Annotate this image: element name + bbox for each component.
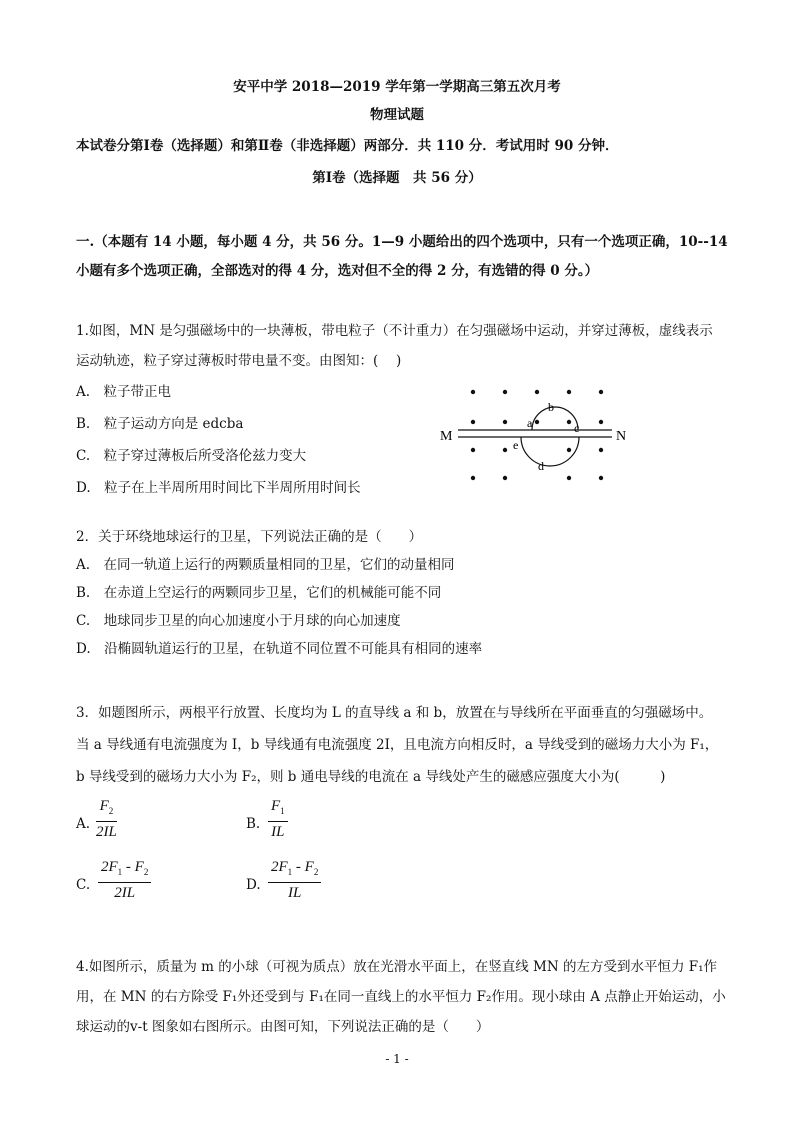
q3-option-d-label: D. xyxy=(246,877,261,893)
q3-c-denominator: 2IL xyxy=(114,885,136,901)
q3-a-fraction-bar xyxy=(96,821,117,822)
q1-option-b: B. 粒子运动方向是 edcba xyxy=(76,416,244,432)
label-m: M xyxy=(440,429,453,444)
label-n: N xyxy=(616,429,627,444)
q3-d-num-part2: - F xyxy=(292,859,314,875)
q3-option-c-fraction xyxy=(98,858,151,902)
q3-a-denominator: 2IL xyxy=(96,824,117,840)
q1-option-c: C. 粒子穿过薄板后所受洛伦兹力变大 xyxy=(76,448,307,464)
section1-instructions-line2: 小题有多个选项正确，全部选对的得 4 分，选对但不全的得 2 分，有选错的得 0 分。） xyxy=(76,263,599,279)
q3-c-numerator xyxy=(98,858,151,881)
q3-d-num-sub1: 1 xyxy=(287,867,293,877)
label-c: c xyxy=(574,421,580,435)
q4-stem-line2: 用，在 MN 的右方除受 F₁外还受到与 F₁在同一直线上的水平恒力 F₂作用。现小球由 A 点静止开始运动，小 xyxy=(76,989,726,1005)
exam-title: 安平中学 2018—2019 学年第一学期高三第五次月考 xyxy=(233,79,561,95)
q3-option-b-label: B. xyxy=(246,816,261,832)
q1-option-a: A. 粒子带正电 xyxy=(76,384,172,400)
q3-c-num-part1: 2F xyxy=(101,859,118,875)
q3-c-fraction-bar xyxy=(98,882,151,883)
q3-a-num-sub: 2 xyxy=(108,806,114,816)
q3-b-denominator: IL xyxy=(271,824,285,840)
q3-option-c-label: C. xyxy=(76,877,91,893)
subject-title: 物理试题 xyxy=(370,107,424,123)
q3-b-num-text: F xyxy=(271,798,281,814)
part1-heading: 第Ⅰ卷（选择题 共 56 分） xyxy=(312,170,482,186)
exam-intro: 本试卷分第Ⅰ卷（选择题）和第Ⅱ卷（非选择题）两部分．共 110 分．考试用时 90 分钟． xyxy=(76,138,619,154)
q3-b-fraction-bar xyxy=(268,821,288,822)
label-d: d xyxy=(538,459,544,473)
q3-stem-line2: 当 a 导线通有电流强度为 I，b 导线通有电流强度 2I，且电流方向相反时，a 导线受到的磁场力大小为 F₁， xyxy=(76,737,719,753)
label-e: e xyxy=(513,438,519,452)
q1-stem-line1: 1.如图，MN 是匀强磁场中的一块薄板，带电粒子（不计重力）在匀强磁场中运动，并穿过薄板，虚线表示 xyxy=(76,323,713,339)
q3-a-numerator xyxy=(96,797,117,820)
q1-magnetic-field-figure xyxy=(430,380,640,500)
q2-option-b: B. 在赤道上空运行的两颗同步卫星，它们的机械能可能不同 xyxy=(76,585,442,601)
q2-option-d: D. 沿椭圆轨道运行的卫星，在轨道不同位置不可能具有相同的速率 xyxy=(76,641,483,657)
q3-d-denominator: IL xyxy=(288,885,302,901)
q3-c-num-sub2: 2 xyxy=(143,867,149,877)
q3-stem-line3: b 导线受到的磁场力大小为 F₂，则 b 通电导线的电流在 a 导线处产生的磁感应强度大小为( ) xyxy=(76,769,666,785)
q3-option-b-fraction xyxy=(268,797,288,841)
q3-b-numerator xyxy=(268,797,288,820)
q4-stem-line1: 4.如图所示，质量为 m 的小球（可视为质点）放在光滑水平面上，在竖直线 MN 的左方受到水平恒力 F₁作 xyxy=(76,959,718,975)
q3-option-a-fraction xyxy=(96,797,117,841)
section1-instructions-line1: 一.（本题有 14 小题，每小题 4 分，共 56 分。1—9 小题给出的四个选项中，只有一个选项正确，10--14 xyxy=(76,234,728,250)
q1-option-d: D. 粒子在上半周所用时间比下半周所用时间长 xyxy=(76,480,361,496)
q2-stem: 2．关于环绕地球运行的卫星，下列说法正确的是（ ） xyxy=(76,529,423,545)
q3-c-num-sub1: 1 xyxy=(117,867,123,877)
field-dots xyxy=(471,390,603,480)
q2-option-c: C. 地球同步卫星的向心加速度小于月球的向心加速度 xyxy=(76,613,401,629)
q4-stem-line3: 球运动的v-t 图象如右图所示。由图可知，下列说法正确的是（ ） xyxy=(76,1019,490,1035)
q3-c-num-part2: - F xyxy=(122,859,144,875)
q1-stem-line2: 运动轨迹，粒子穿过薄板时带电量不变。由图知：( ) xyxy=(76,353,402,369)
q3-b-num-sub: 1 xyxy=(280,806,285,816)
trajectory-upper-arc xyxy=(532,407,578,430)
q3-d-fraction-bar xyxy=(268,882,321,883)
q3-d-num-sub2: 2 xyxy=(313,867,319,877)
q3-d-numerator xyxy=(268,858,321,881)
q3-a-num-text: F xyxy=(99,798,109,814)
q3-stem-line1: 3．如题图所示，两根平行放置、长度均为 L 的直导线 a 和 b，放置在与导线所在平面垂直的匀强磁场中。 xyxy=(76,705,713,721)
q3-option-a-label: A. xyxy=(76,816,91,832)
page-number: - 1 - xyxy=(385,1052,409,1066)
label-b: b xyxy=(548,400,554,414)
q3-d-num-part1: 2F xyxy=(271,859,288,875)
q3-option-d-fraction xyxy=(268,858,321,902)
label-a: a xyxy=(527,416,533,430)
q2-option-a: A. 在同一轨道上运行的两颗质量相同的卫星，它们的动量相同 xyxy=(76,557,455,573)
